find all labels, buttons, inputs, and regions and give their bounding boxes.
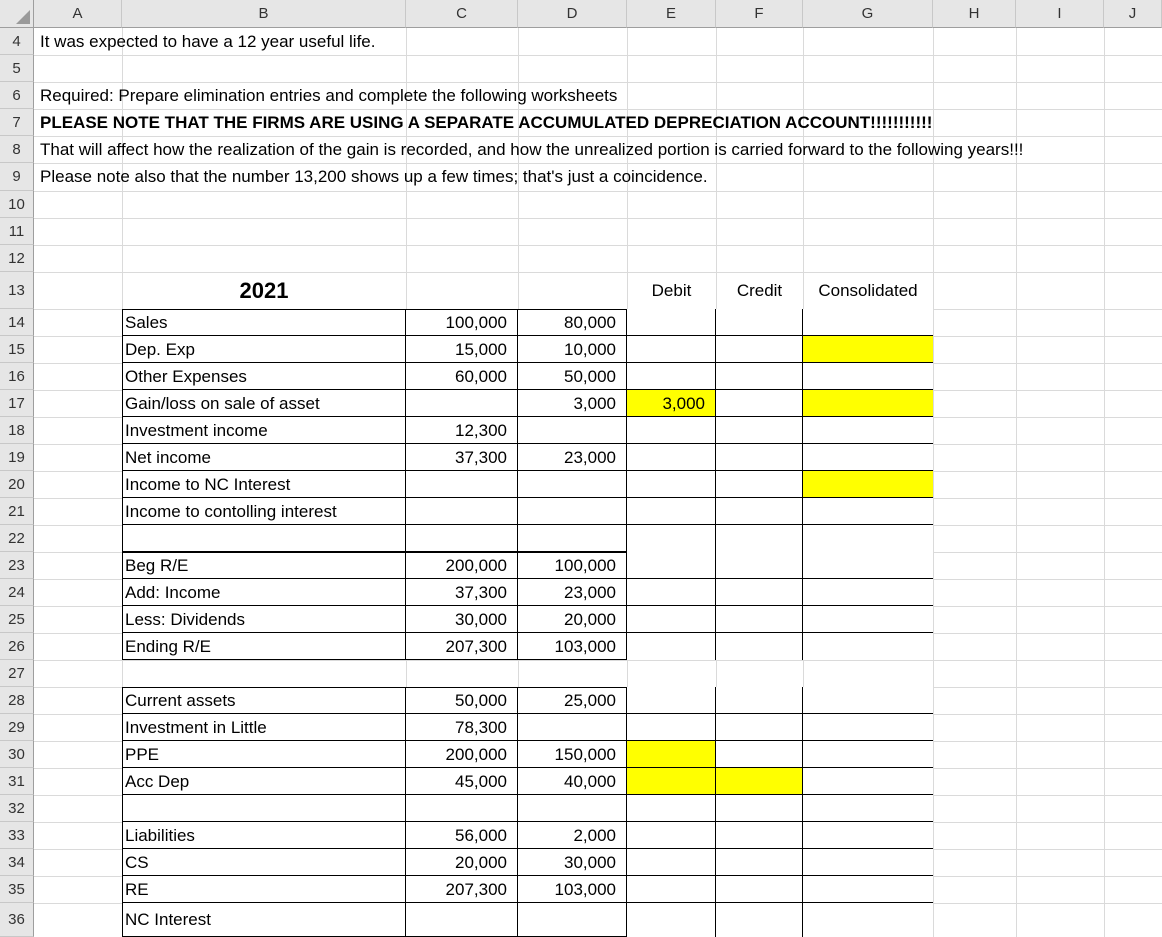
income-label[interactable]: Net income: [122, 444, 406, 471]
income-col-e-value[interactable]: [627, 417, 716, 444]
income-col-d-value[interactable]: [518, 417, 627, 444]
note-row-7[interactable]: PLEASE NOTE THAT THE FIRMS ARE USING A SEPARATE ACCUMULATED DEPRECIATION ACCOUNT!!!!!!!!!!!: [40, 113, 933, 132]
row-header-22[interactable]: 22: [0, 525, 34, 552]
income-col-c-value[interactable]: [406, 525, 518, 552]
retained-col-c-value[interactable]: 30,000: [406, 606, 518, 633]
income-col-f-value[interactable]: [716, 336, 803, 363]
balance-label[interactable]: PPE: [122, 741, 406, 768]
balance-col-d-value[interactable]: 25,000: [518, 687, 627, 714]
gridline-horizontal: [34, 218, 1162, 219]
retained-label[interactable]: Add: Income: [122, 579, 406, 606]
column-header-a[interactable]: A: [34, 0, 122, 28]
income-col-e-value[interactable]: [627, 309, 716, 336]
income-col-c-value[interactable]: 60,000: [406, 363, 518, 390]
retained-col-d-value[interactable]: 103,000: [518, 633, 627, 660]
row-header-34[interactable]: 34: [0, 849, 34, 876]
income-col-g-value[interactable]: [803, 471, 933, 498]
balance-col-c-value[interactable]: 20,000: [406, 849, 518, 876]
balance-col-g-value[interactable]: [803, 714, 933, 741]
income-col-g-value[interactable]: [803, 525, 933, 552]
income-col-c-value[interactable]: [406, 471, 518, 498]
row-header-16[interactable]: 16: [0, 363, 34, 390]
row-header-13[interactable]: 13: [0, 272, 34, 309]
balance-label[interactable]: Acc Dep: [122, 768, 406, 795]
note-row-9[interactable]: Please note also that the number 13,200 shows up a few times; that's just a coincidence.: [40, 167, 708, 186]
row-header-24[interactable]: 24: [0, 579, 34, 606]
income-col-c-value[interactable]: 100,000: [406, 309, 518, 336]
income-col-g-value[interactable]: [803, 363, 933, 390]
row-header-27[interactable]: 27: [0, 660, 34, 687]
row-header-29[interactable]: 29: [0, 714, 34, 741]
retained-col-c-value[interactable]: 200,000: [406, 552, 518, 579]
row-header-7[interactable]: 7: [0, 109, 34, 136]
income-col-f-value[interactable]: [716, 363, 803, 390]
retained-col-f-value[interactable]: [716, 552, 803, 579]
retained-col-e-value[interactable]: [627, 552, 716, 579]
balance-col-c-value[interactable]: 207,300: [406, 876, 518, 903]
gridline-horizontal: [34, 191, 1162, 192]
balance-col-g-value[interactable]: [803, 687, 933, 714]
balance-col-d-value[interactable]: [518, 903, 627, 937]
balance-col-e-value[interactable]: [627, 687, 716, 714]
balance-col-d-value[interactable]: 30,000: [518, 849, 627, 876]
retained-col-f-value[interactable]: [716, 579, 803, 606]
balance-col-e-value[interactable]: [627, 876, 716, 903]
income-label[interactable]: Sales: [122, 309, 406, 336]
income-label[interactable]: Income to contolling interest: [122, 498, 406, 525]
balance-label[interactable]: NC Interest: [122, 903, 406, 937]
balance-col-f-value[interactable]: [716, 768, 803, 795]
note-row-4[interactable]: It was expected to have a 12 year useful life.: [40, 32, 376, 51]
income-label[interactable]: Other Expenses: [122, 363, 406, 390]
income-label[interactable]: Dep. Exp: [122, 336, 406, 363]
income-col-d-value[interactable]: 50,000: [518, 363, 627, 390]
column-header-d[interactable]: D: [518, 0, 627, 28]
retained-col-e-value[interactable]: [627, 606, 716, 633]
column-header-j[interactable]: J: [1104, 0, 1162, 28]
balance-col-e-value[interactable]: [627, 849, 716, 876]
credit-header[interactable]: Credit: [736, 281, 783, 300]
column-header-i[interactable]: I: [1016, 0, 1104, 28]
row-header-26[interactable]: 26: [0, 633, 34, 660]
balance-col-c-value[interactable]: 56,000: [406, 822, 518, 849]
balance-col-f-value[interactable]: [716, 822, 803, 849]
income-col-f-value[interactable]: [716, 498, 803, 525]
note-row-8[interactable]: That will affect how the realization of the gain is recorded, and how the unrealized portion is carried forward to the following years!!!: [40, 140, 1024, 159]
balance-col-f-value[interactable]: [716, 714, 803, 741]
retained-col-g-value[interactable]: [803, 606, 933, 633]
row-header-31[interactable]: 31: [0, 768, 34, 795]
retained-col-g-value[interactable]: [803, 633, 933, 660]
income-col-d-value[interactable]: [518, 471, 627, 498]
income-col-d-value[interactable]: 23,000: [518, 444, 627, 471]
balance-col-e-value[interactable]: [627, 795, 716, 822]
row-header-20[interactable]: 20: [0, 471, 34, 498]
income-col-c-value[interactable]: [406, 498, 518, 525]
row-header-14[interactable]: 14: [0, 309, 34, 336]
balance-col-d-value[interactable]: 2,000: [518, 822, 627, 849]
balance-col-e-value[interactable]: [627, 822, 716, 849]
balance-col-g-value[interactable]: [803, 768, 933, 795]
income-col-f-value[interactable]: [716, 390, 803, 417]
income-label[interactable]: Income to NC Interest: [122, 471, 406, 498]
consolidated-header[interactable]: Consolidated: [818, 281, 918, 300]
income-col-c-value[interactable]: 12,300: [406, 417, 518, 444]
row-header-30[interactable]: 30: [0, 741, 34, 768]
row-header-32[interactable]: 32: [0, 795, 34, 822]
balance-col-g-value[interactable]: [803, 822, 933, 849]
balance-col-f-value[interactable]: [716, 795, 803, 822]
column-header-b[interactable]: B: [122, 0, 406, 28]
row-header-21[interactable]: 21: [0, 498, 34, 525]
income-col-f-value[interactable]: [716, 525, 803, 552]
balance-col-f-value[interactable]: [716, 741, 803, 768]
balance-col-e-value[interactable]: [627, 768, 716, 795]
row-header-11[interactable]: 11: [0, 218, 34, 245]
retained-label[interactable]: Beg R/E: [122, 552, 406, 579]
retained-label[interactable]: Ending R/E: [122, 633, 406, 660]
income-col-f-value[interactable]: [716, 417, 803, 444]
row-header-19[interactable]: 19: [0, 444, 34, 471]
balance-col-c-value[interactable]: 50,000: [406, 687, 518, 714]
income-col-e-value[interactable]: [627, 363, 716, 390]
income-col-f-value[interactable]: [716, 309, 803, 336]
income-col-g-value[interactable]: [803, 390, 933, 417]
row-header-35[interactable]: 35: [0, 876, 34, 903]
income-col-e-value[interactable]: [627, 471, 716, 498]
column-header-c[interactable]: C: [406, 0, 518, 28]
balance-col-e-value[interactable]: [627, 714, 716, 741]
row-header-28[interactable]: 28: [0, 687, 34, 714]
row-header-12[interactable]: 12: [0, 245, 34, 272]
balance-col-g-value[interactable]: [803, 795, 933, 822]
retained-col-e-value[interactable]: [627, 633, 716, 660]
balance-col-f-value[interactable]: [716, 687, 803, 714]
income-col-e-value[interactable]: [627, 336, 716, 363]
row-header-33[interactable]: 33: [0, 822, 34, 849]
income-label[interactable]: [122, 525, 406, 552]
balance-label[interactable]: [122, 795, 406, 822]
balance-label[interactable]: Liabilities: [122, 822, 406, 849]
income-col-d-value[interactable]: 10,000: [518, 336, 627, 363]
gridline-horizontal: [34, 245, 1162, 246]
retained-col-c-value[interactable]: 207,300: [406, 633, 518, 660]
balance-col-d-value[interactable]: 150,000: [518, 741, 627, 768]
row-header-6[interactable]: 6: [0, 82, 34, 109]
retained-col-g-value[interactable]: [803, 579, 933, 606]
balance-col-e-value[interactable]: [627, 903, 716, 937]
income-col-d-value[interactable]: 3,000: [518, 390, 627, 417]
row-header-36[interactable]: 36: [0, 903, 34, 937]
retained-col-f-value[interactable]: [716, 606, 803, 633]
balance-col-g-value[interactable]: [803, 876, 933, 903]
balance-col-c-value[interactable]: 200,000: [406, 741, 518, 768]
income-col-e-value[interactable]: [627, 498, 716, 525]
income-col-d-value[interactable]: 80,000: [518, 309, 627, 336]
column-header-f[interactable]: F: [716, 0, 803, 28]
worksheet-year-title[interactable]: 2021: [239, 278, 289, 303]
column-header-h[interactable]: H: [933, 0, 1016, 28]
income-col-c-value[interactable]: 37,300: [406, 444, 518, 471]
balance-col-d-value[interactable]: [518, 795, 627, 822]
debit-header[interactable]: Debit: [651, 281, 692, 300]
income-col-f-value[interactable]: [716, 471, 803, 498]
retained-col-d-value[interactable]: 20,000: [518, 606, 627, 633]
column-header-g[interactable]: G: [803, 0, 933, 28]
income-col-g-value[interactable]: [803, 444, 933, 471]
balance-col-c-value[interactable]: [406, 795, 518, 822]
balance-label[interactable]: CS: [122, 849, 406, 876]
balance-col-c-value[interactable]: 78,300: [406, 714, 518, 741]
balance-label[interactable]: Investment in Little: [122, 714, 406, 741]
balance-col-c-value[interactable]: [406, 903, 518, 937]
income-col-c-value[interactable]: [406, 390, 518, 417]
balance-col-d-value[interactable]: [518, 714, 627, 741]
gridline-horizontal: [34, 660, 1162, 661]
column-header-e[interactable]: E: [627, 0, 716, 28]
balance-col-g-value[interactable]: [803, 741, 933, 768]
balance-col-f-value[interactable]: [716, 849, 803, 876]
balance-col-f-value[interactable]: [716, 903, 803, 937]
income-label[interactable]: Investment income: [122, 417, 406, 444]
retained-col-f-value[interactable]: [716, 633, 803, 660]
retained-col-e-value[interactable]: [627, 579, 716, 606]
balance-col-d-value[interactable]: 103,000: [518, 876, 627, 903]
income-label[interactable]: Gain/loss on sale of asset: [122, 390, 406, 417]
row-header-10[interactable]: 10: [0, 191, 34, 218]
income-col-e-value[interactable]: [627, 525, 716, 552]
retained-col-d-value[interactable]: 23,000: [518, 579, 627, 606]
income-col-g-value[interactable]: [803, 336, 933, 363]
income-col-e-value[interactable]: [627, 444, 716, 471]
balance-col-c-value[interactable]: 45,000: [406, 768, 518, 795]
balance-col-d-value[interactable]: 40,000: [518, 768, 627, 795]
row-header-8[interactable]: 8: [0, 136, 34, 163]
income-col-g-value[interactable]: [803, 309, 933, 336]
row-header-25[interactable]: 25: [0, 606, 34, 633]
row-header-9[interactable]: 9: [0, 163, 34, 191]
balance-col-f-value[interactable]: [716, 876, 803, 903]
balance-col-e-value[interactable]: [627, 741, 716, 768]
income-col-d-value[interactable]: [518, 498, 627, 525]
note-row-6[interactable]: Required: Prepare elimination entries and complete the following worksheets: [40, 86, 618, 105]
row-header-4[interactable]: 4: [0, 28, 34, 55]
balance-col-g-value[interactable]: [803, 849, 933, 876]
select-all-corner[interactable]: [0, 0, 34, 28]
balance-label[interactable]: RE: [122, 876, 406, 903]
gridline-horizontal: [34, 55, 1162, 56]
balance-col-g-value[interactable]: [803, 903, 933, 937]
income-col-g-value[interactable]: [803, 498, 933, 525]
retained-col-c-value[interactable]: 37,300: [406, 579, 518, 606]
row-header-15[interactable]: 15: [0, 336, 34, 363]
income-col-e-value[interactable]: 3,000: [627, 390, 716, 417]
retained-col-g-value[interactable]: [803, 552, 933, 579]
income-col-g-value[interactable]: [803, 417, 933, 444]
row-header-5[interactable]: 5: [0, 55, 34, 82]
retained-label[interactable]: Less: Dividends: [122, 606, 406, 633]
row-header-17[interactable]: 17: [0, 390, 34, 417]
row-header-23[interactable]: 23: [0, 552, 34, 579]
income-col-c-value[interactable]: 15,000: [406, 336, 518, 363]
row-header-18[interactable]: 18: [0, 417, 34, 444]
retained-col-d-value[interactable]: 100,000: [518, 552, 627, 579]
balance-label[interactable]: Current assets: [122, 687, 406, 714]
income-col-f-value[interactable]: [716, 444, 803, 471]
income-col-d-value[interactable]: [518, 525, 627, 552]
